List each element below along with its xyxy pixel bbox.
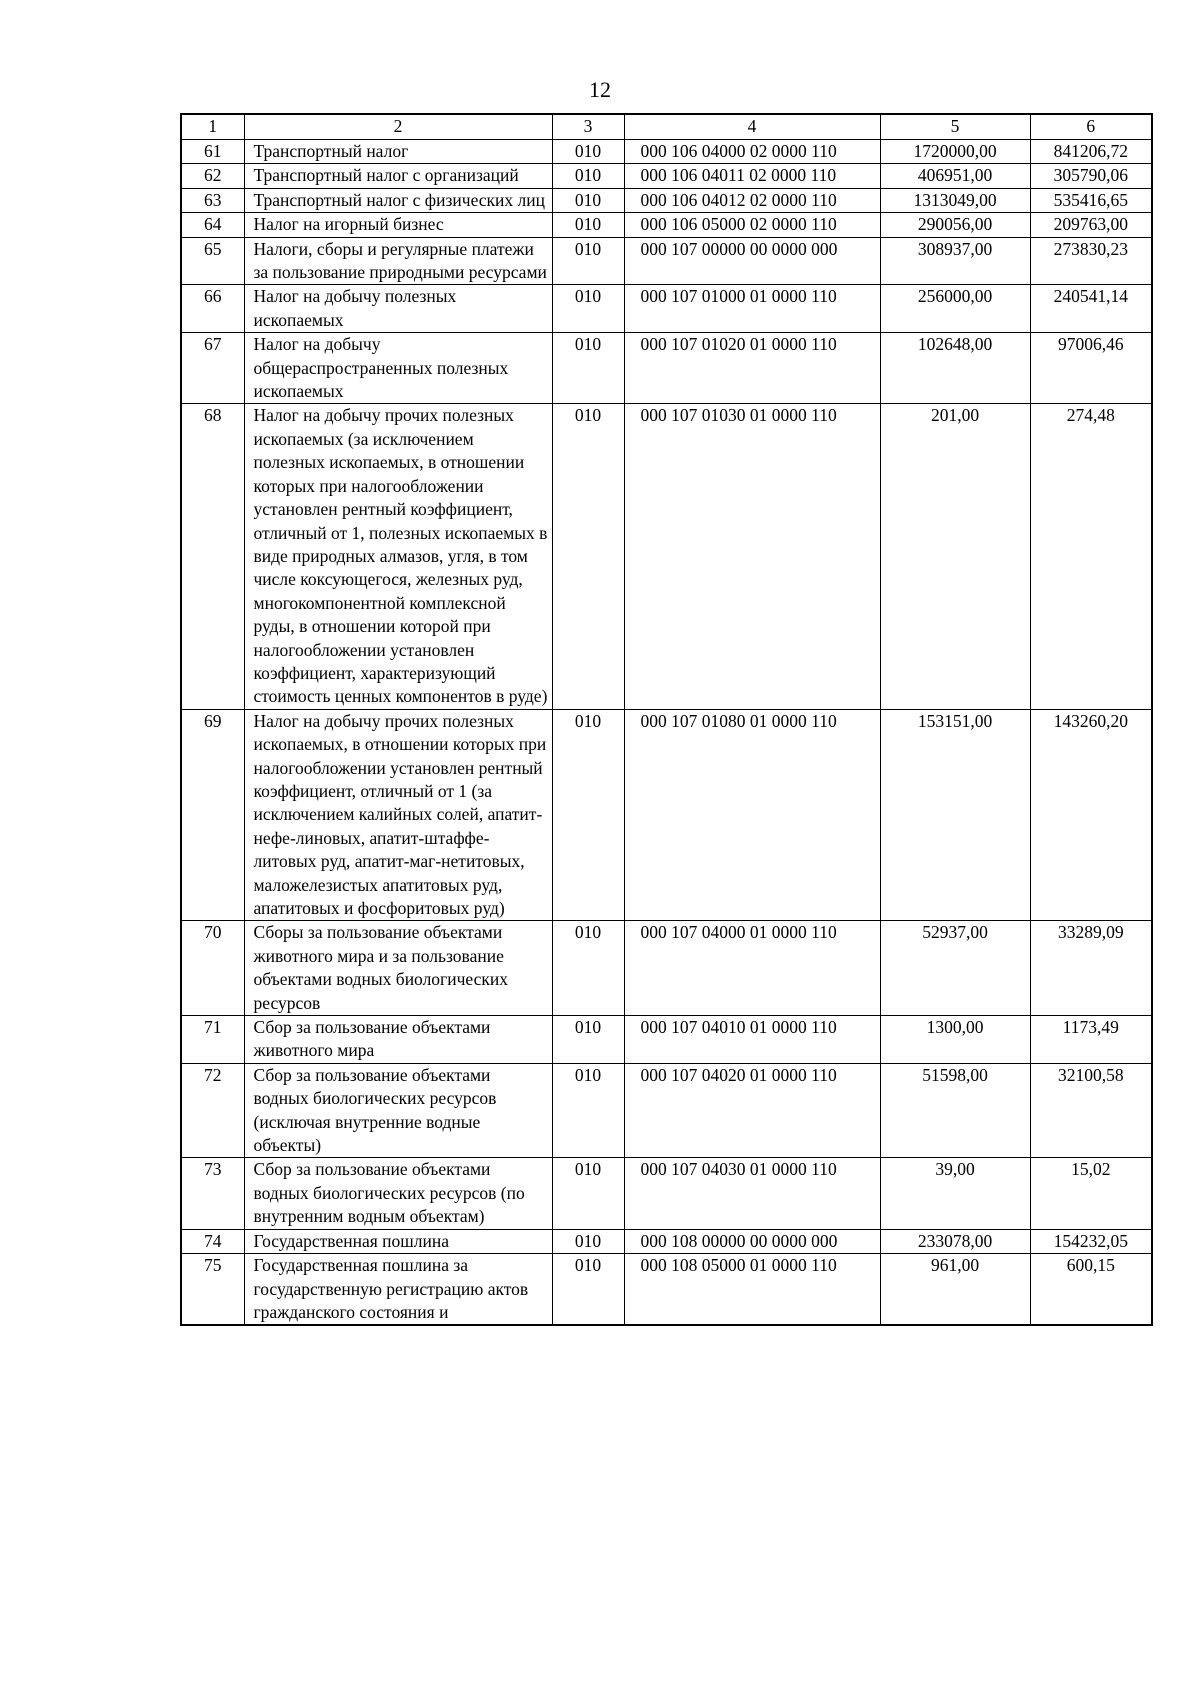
- planned-amount-cell: 1313049,00: [880, 188, 1030, 212]
- administrator-code-cell: 010: [552, 237, 624, 285]
- column-number-row: [181, 114, 1152, 140]
- budget-classification-code-cell: 000 106 04011 02 0000 110: [624, 164, 880, 188]
- actual-amount-cell: 535416,65: [1030, 188, 1152, 212]
- income-name-cell: Налог на игорный бизнес: [244, 213, 552, 237]
- row-number-cell: 62: [181, 164, 244, 188]
- table-row: [181, 404, 1152, 709]
- planned-amount-cell: 153151,00: [880, 709, 1030, 921]
- administrator-code-cell: 010: [552, 1016, 624, 1064]
- planned-amount-cell: 1300,00: [880, 1016, 1030, 1064]
- row-number-cell: 67: [181, 333, 244, 404]
- table-row: [181, 140, 1152, 164]
- planned-amount-cell: 1720000,00: [880, 140, 1030, 164]
- table-row: [181, 285, 1152, 333]
- row-number-cell: 66: [181, 285, 244, 333]
- administrator-code-cell: 010: [552, 213, 624, 237]
- row-number-cell: 73: [181, 1158, 244, 1229]
- row-number-cell: 61: [181, 140, 244, 164]
- administrator-code-cell: 010: [552, 1254, 624, 1326]
- table-row: [181, 921, 1152, 1016]
- column-number: 5: [880, 114, 1030, 140]
- budget-classification-code-cell: 000 107 01080 01 0000 110: [624, 709, 880, 921]
- planned-amount-cell: 201,00: [880, 404, 1030, 709]
- actual-amount-cell: 143260,20: [1030, 709, 1152, 921]
- administrator-code-cell: 010: [552, 404, 624, 709]
- administrator-code-cell: 010: [552, 921, 624, 1016]
- budget-classification-code-cell: 000 106 05000 02 0000 110: [624, 213, 880, 237]
- revenue-table-body: [181, 114, 1152, 1325]
- planned-amount-cell: 290056,00: [880, 213, 1030, 237]
- planned-amount-cell: 52937,00: [880, 921, 1030, 1016]
- income-name-cell: Налог на добычу прочих полезных ископаемых, в отношении которых при налогообложении установлен рентный коэффициент, отличный от 1 (за исключением калийных солей, апатит-нефе-линовых, апатит-штаффе-литовых руд, апатит-маг-нетитовых, маложелезистых апатитовых руд, апатитовых и фосфоритовых руд): [244, 709, 552, 921]
- budget-classification-code-cell: 000 107 04020 01 0000 110: [624, 1063, 880, 1158]
- budget-classification-code-cell: 000 107 01000 01 0000 110: [624, 285, 880, 333]
- row-number-cell: 63: [181, 188, 244, 212]
- actual-amount-cell: 274,48: [1030, 404, 1152, 709]
- column-number: 1: [181, 114, 244, 140]
- table-row: [181, 1063, 1152, 1158]
- actual-amount-cell: 600,15: [1030, 1254, 1152, 1326]
- budget-classification-code-cell: 000 107 04010 01 0000 110: [624, 1016, 880, 1064]
- row-number-cell: 65: [181, 237, 244, 285]
- administrator-code-cell: 010: [552, 140, 624, 164]
- planned-amount-cell: 256000,00: [880, 285, 1030, 333]
- administrator-code-cell: 010: [552, 333, 624, 404]
- table-row: [181, 188, 1152, 212]
- table-row: [181, 709, 1152, 921]
- budget-classification-code-cell: 000 107 01020 01 0000 110: [624, 333, 880, 404]
- table-row: [181, 237, 1152, 285]
- budget-classification-code-cell: 000 106 04012 02 0000 110: [624, 188, 880, 212]
- row-number-cell: 64: [181, 213, 244, 237]
- administrator-code-cell: 010: [552, 1229, 624, 1253]
- income-name-cell: Сбор за пользование объектами водных биологических ресурсов (по внутренним водным объектам): [244, 1158, 552, 1229]
- administrator-code-cell: 010: [552, 709, 624, 921]
- administrator-code-cell: 010: [552, 1158, 624, 1229]
- row-number-cell: 75: [181, 1254, 244, 1326]
- actual-amount-cell: 32100,58: [1030, 1063, 1152, 1158]
- planned-amount-cell: 233078,00: [880, 1229, 1030, 1253]
- table-row: [181, 213, 1152, 237]
- table-row: [181, 333, 1152, 404]
- budget-classification-code-cell: 000 107 01030 01 0000 110: [624, 404, 880, 709]
- budget-classification-code-cell: 000 106 04000 02 0000 110: [624, 140, 880, 164]
- table-row: [181, 1254, 1152, 1326]
- income-name-cell: Налог на добычу полезных ископаемых: [244, 285, 552, 333]
- income-name-cell: Сбор за пользование объектами животного мира: [244, 1016, 552, 1064]
- budget-classification-code-cell: 000 108 00000 00 0000 000: [624, 1229, 880, 1253]
- planned-amount-cell: 51598,00: [880, 1063, 1030, 1158]
- administrator-code-cell: 010: [552, 285, 624, 333]
- income-name-cell: Сбор за пользование объектами водных биологических ресурсов (исключая внутренние водные объекты): [244, 1063, 552, 1158]
- actual-amount-cell: 841206,72: [1030, 140, 1152, 164]
- actual-amount-cell: 97006,46: [1030, 333, 1152, 404]
- planned-amount-cell: 39,00: [880, 1158, 1030, 1229]
- revenue-table: [180, 113, 1153, 1326]
- page-number: 12: [589, 77, 611, 102]
- column-number: 4: [624, 114, 880, 140]
- column-number: 3: [552, 114, 624, 140]
- budget-classification-code-cell: 000 107 00000 00 0000 000: [624, 237, 880, 285]
- income-name-cell: Транспортный налог с организаций: [244, 164, 552, 188]
- income-name-cell: Налоги, сборы и регулярные платежи за пользование природными ресурсами: [244, 237, 552, 285]
- row-number-cell: 70: [181, 921, 244, 1016]
- income-name-cell: Транспортный налог: [244, 140, 552, 164]
- row-number-cell: 72: [181, 1063, 244, 1158]
- planned-amount-cell: 961,00: [880, 1254, 1030, 1326]
- budget-classification-code-cell: 000 107 04000 01 0000 110: [624, 921, 880, 1016]
- column-number: 2: [244, 114, 552, 140]
- table-row: [181, 1229, 1152, 1253]
- planned-amount-cell: 102648,00: [880, 333, 1030, 404]
- actual-amount-cell: 154232,05: [1030, 1229, 1152, 1253]
- actual-amount-cell: 33289,09: [1030, 921, 1152, 1016]
- administrator-code-cell: 010: [552, 188, 624, 212]
- administrator-code-cell: 010: [552, 1063, 624, 1158]
- actual-amount-cell: 240541,14: [1030, 285, 1152, 333]
- budget-classification-code-cell: 000 107 04030 01 0000 110: [624, 1158, 880, 1229]
- actual-amount-cell: 305790,06: [1030, 164, 1152, 188]
- income-name-cell: Налог на добычу общераспространенных полезных ископаемых: [244, 333, 552, 404]
- income-name-cell: Сборы за пользование объектами животного мира и за пользование объектами водных биологических ресурсов: [244, 921, 552, 1016]
- row-number-cell: 71: [181, 1016, 244, 1064]
- income-name-cell: Транспортный налог с физических лиц: [244, 188, 552, 212]
- table-row: [181, 1158, 1152, 1229]
- income-name-cell: Государственная пошлина: [244, 1229, 552, 1253]
- budget-classification-code-cell: 000 108 05000 01 0000 110: [624, 1254, 880, 1326]
- planned-amount-cell: 308937,00: [880, 237, 1030, 285]
- row-number-cell: 74: [181, 1229, 244, 1253]
- actual-amount-cell: 15,02: [1030, 1158, 1152, 1229]
- income-name-cell: Государственная пошлина за государственную регистрацию актов гражданского состояния и: [244, 1254, 552, 1326]
- table-row: [181, 1016, 1152, 1064]
- planned-amount-cell: 406951,00: [880, 164, 1030, 188]
- administrator-code-cell: 010: [552, 164, 624, 188]
- income-name-cell: Налог на добычу прочих полезных ископаемых (за исключением полезных ископаемых, в отношении которых при налогообложении установлен рентный коэффициент, отличный от 1, полезных ископаемых в виде природных алмазов, угля, в том числе коксующегося, железных руд, многокомпонентной комплексной руды, в отношении которой при налогообложении установлен коэффициент, характеризующий стоимость ценных компонентов в руде): [244, 404, 552, 709]
- column-number: 6: [1030, 114, 1152, 140]
- actual-amount-cell: 273830,23: [1030, 237, 1152, 285]
- table-row: [181, 164, 1152, 188]
- actual-amount-cell: 209763,00: [1030, 213, 1152, 237]
- actual-amount-cell: 1173,49: [1030, 1016, 1152, 1064]
- row-number-cell: 69: [181, 709, 244, 921]
- row-number-cell: 68: [181, 404, 244, 709]
